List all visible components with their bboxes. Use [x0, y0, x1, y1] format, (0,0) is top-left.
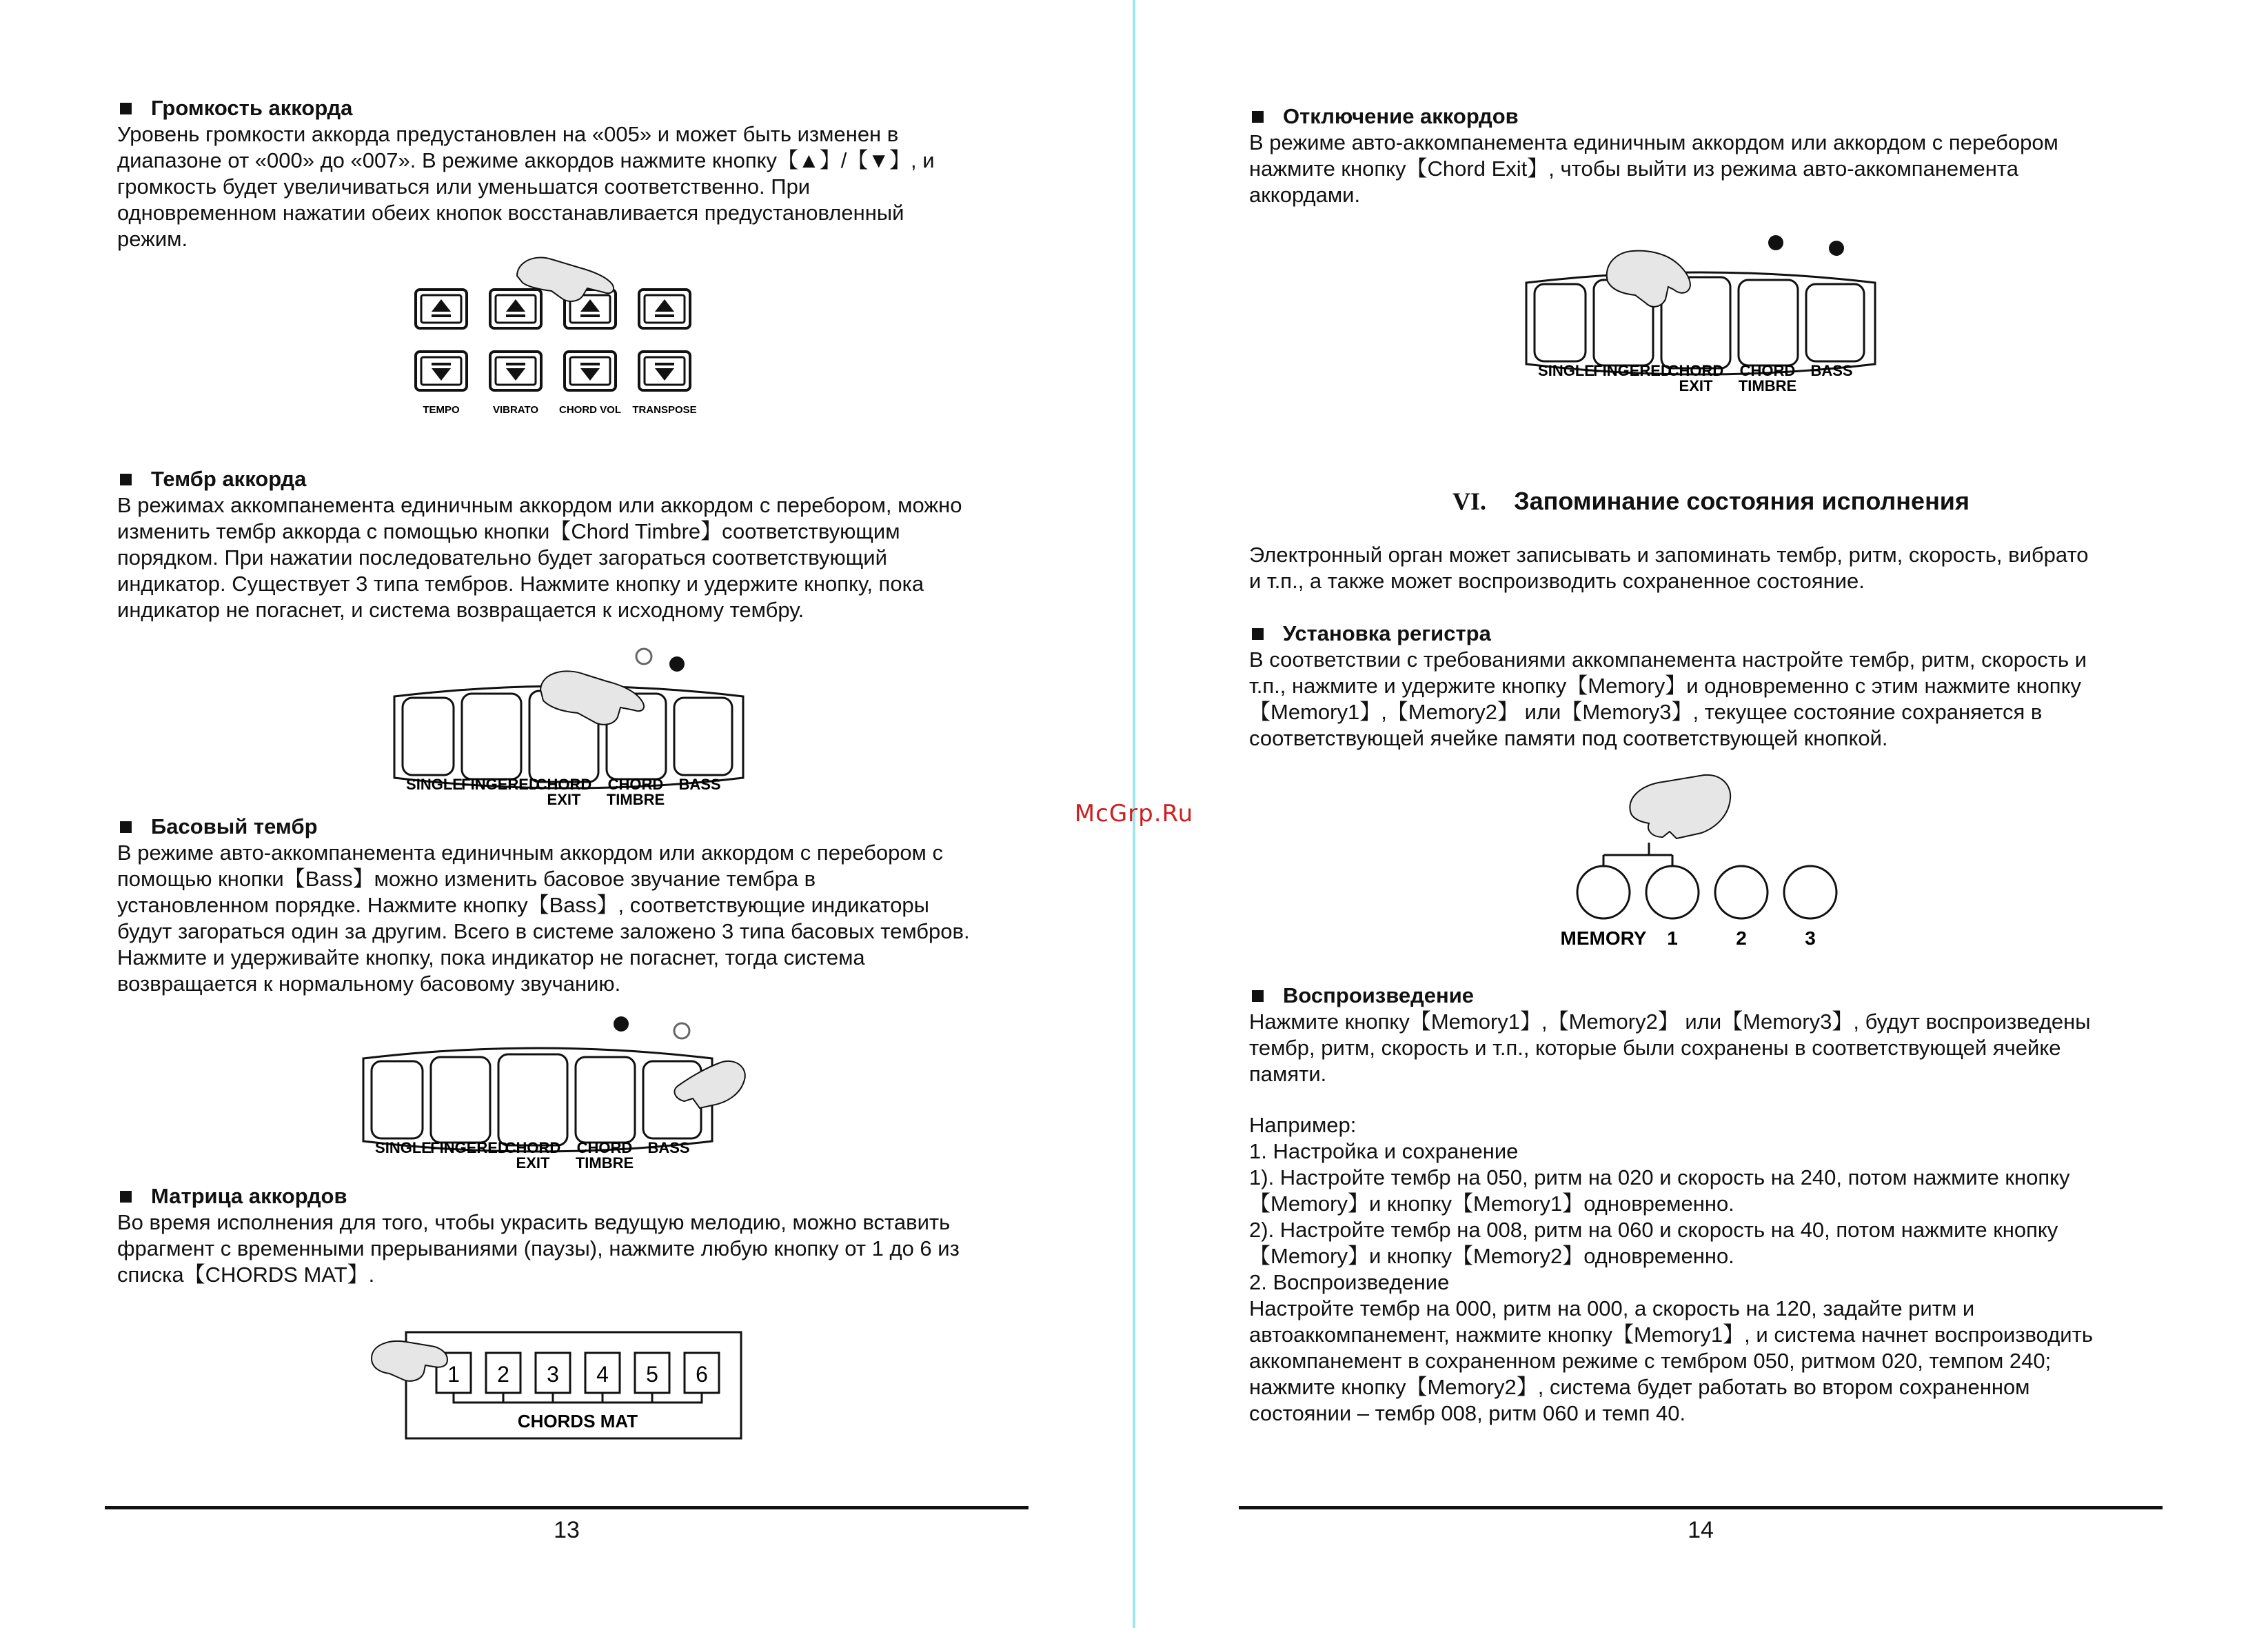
fingered-label: FINGERED [1593, 362, 1672, 379]
chord-matrix-text: Во время исполнения для того, чтобы украсить ведущую мелодию, можно вставить фрагмент с временными прерываниями (паузы), нажмите любую кнопку от 1 до 6 из списка【CHORDS MAT】. [117, 1210, 960, 1287]
memory-diagram [1539, 765, 1856, 955]
chord-volume-heading: Громкость аккорда [151, 96, 353, 120]
indicator-on-icon [614, 1016, 629, 1032]
playback-text: Нажмите кнопку【Memory1】,【Memory2】 или【Memory3】, будут воспроизведены тембр, ритм, скорость и т.п., которые были сохранены в соответствующей ячейке памяти. [1249, 1009, 2091, 1086]
bass-timbre-text: В режиме авто-аккомпанемента единичным аккордом или аккордом с перебором с помощью кнопки【Bass】можно изменить басовое звучание тембра в установленном порядке. Нажмите кнопку【Bass】, соответствующие индикаторы будут загораться один за другим. Всего в системе заложено 3 типа басовых тембров. Нажмите и удерживайте кнопку, пока индикатор не погаснет, тогда система возвращается к нормальному басовому звучанию. [117, 841, 970, 996]
chords-mat-button-2: 2 [497, 1362, 509, 1387]
memory-3-label: 3 [1805, 927, 1816, 949]
memory-1-label: 1 [1667, 927, 1678, 949]
chord-off-text: В режиме авто-аккомпанемента единичным аккордом или аккордом с перебором нажмите кнопку【Chord Exit】, чтобы выйти из режима авто-аккомпанемента аккордами. [1249, 130, 2058, 207]
chord-exit-label-top: CHORD [536, 776, 592, 793]
indicator-on-icon [1829, 241, 1844, 256]
chord-exit-label-top: CHORD [1668, 362, 1724, 379]
pointing-hand-icon [1607, 251, 1690, 307]
transpose-label: TRANSPOSE [632, 404, 697, 416]
memory-2-label: 2 [1736, 927, 1747, 949]
chord-volume-diagram [414, 255, 717, 421]
chapter-title-text: Запоминание состояния исполнения [1514, 487, 1970, 515]
example-text: Например: 1. Настройка и сохранение 1). Настройте тембр на 050, ритм на 020 и скорость на 240, потом нажмите кнопку 【Memory】и кнопку【Memory1】одновременно. 2). Настройте тембр на 008, ритм на 060 и скорость на 40, потом нажмите кнопку 【Memory】и кнопку【Memory2】одновременно. 2. Воспроизведение Настройте тембр на 000, ритм на 000, а скорость на 120, задайте ритм и автоаккомпанемент, нажмите кнопку【Memory1】, и система начнет воспроизводить аккомпанемент в сохраненном режиме с тембром 050, ритмом 020, темпом 240; нажмите кнопку【Memory2】, система будет работать во втором сохраненном состоянии – тембр 008, ритм 060 и темп 40. [1249, 1113, 2093, 1425]
section-heading [1249, 983, 2173, 1009]
section-heading [117, 1183, 1034, 1209]
chord-timbre-label-bottom: TIMBRE [575, 1154, 634, 1172]
chord-volume-section [117, 95, 1034, 252]
memory-label: MEMORY [1560, 927, 1647, 949]
bullet-square-icon [1252, 111, 1264, 123]
chords-mat-button-6: 6 [696, 1362, 708, 1387]
single-label: SINGLE [1538, 362, 1594, 379]
chord-matrix-section [117, 1183, 1034, 1288]
chord-exit-label-top: CHORD [505, 1139, 561, 1156]
chord-timbre-label-top: CHORD [576, 1139, 633, 1156]
chord-vol-label: CHORD VOL [559, 404, 621, 416]
right-page [1135, 0, 2268, 1628]
bullet-square-icon [120, 474, 132, 485]
bass-timbre-heading: Басовый тембр [151, 814, 318, 838]
vibrato-label: VIBRATO [492, 404, 539, 416]
section-heading [117, 466, 1034, 492]
chords-mat-button-3: 3 [547, 1362, 559, 1387]
chord-timbre-heading: Тембр аккорда [151, 467, 307, 491]
bullet-square-icon [1252, 628, 1264, 640]
chords-mat-button-1: 1 [447, 1362, 460, 1387]
chord-timbre-label-top: CHORD [607, 776, 664, 793]
indicator-on-icon [669, 656, 685, 672]
playback-section [1249, 983, 2173, 1087]
register-section [1249, 621, 2173, 752]
single-label: SINGLE [406, 776, 463, 793]
chord-exit-label-bottom: EXIT [547, 791, 581, 808]
left-page [0, 0, 1133, 1628]
chord-off-heading: Отключение аккордов [1283, 104, 1519, 128]
bass-label: BASS [1810, 362, 1853, 379]
chord-timbre-label-top: CHORD [1739, 362, 1796, 379]
tempo-label: TEMPO [423, 404, 460, 416]
bullet-square-icon [1252, 990, 1264, 1002]
pointing-hand-icon [674, 1061, 745, 1108]
section-heading [1249, 103, 2173, 130]
chord-volume-text: Уровень громкости аккорда предустановлен на «005» и может быть изменен в диапазоне от «000» до «007». В режиме аккордов нажмите кнопку【▲】/【▼】, и громкость будет увеличиваться или уменьшатся соответственно. При одновременном нажатии обеих кнопок восстанавливается предустановленный режим. [117, 122, 935, 251]
intro-text: Электронный орган может записывать и запоминать тембр, ритм, скорость, вибрато и т.п., а также может воспроизводить сохраненное состояние. [1249, 543, 2089, 593]
page-number: 14 [1688, 1517, 1714, 1543]
watermark: McGrp.Ru [1074, 800, 1194, 827]
chords-mat-diagram [369, 1324, 769, 1445]
register-text: В соответствии с требованиями аккомпанемента настройте тембр, ритм, скорость и т.п., нажмите и удержите кнопку【Memory】и одновременно с этим нажмите кнопку 【Memory1】,【Memory2】 или【Memory3】, текущее состояние сохраняется в соответствующей ячейке памяти под соответствующей кнопкой. [1249, 647, 2087, 750]
chord-timbre-diagram [386, 641, 751, 810]
section-heading [117, 814, 1034, 840]
chord-exit-diagram [1518, 228, 1883, 396]
fingered-label: FINGERED [430, 1139, 509, 1156]
register-heading: Установка регистра [1283, 621, 1491, 645]
bass-timbre-diagram [355, 1010, 769, 1179]
bass-label: BASS [678, 776, 721, 793]
chord-timbre-label-bottom: TIMBRE [606, 791, 665, 808]
fingered-label: FINGERED [461, 776, 540, 793]
bass-timbre-section [117, 814, 1034, 997]
indicator-on-icon [1768, 235, 1783, 250]
chord-timbre-label-bottom: TIMBRE [1738, 377, 1797, 394]
single-label: SINGLE [375, 1139, 432, 1156]
chords-mat-label: CHORDS MAT [517, 1411, 638, 1431]
section-heading [117, 95, 1034, 121]
bullet-square-icon [120, 103, 132, 114]
chord-exit-label-bottom: EXIT [1679, 377, 1713, 394]
bullet-square-icon [120, 821, 132, 833]
chapter-title [1249, 487, 2173, 516]
pointing-hand-icon [1630, 775, 1730, 838]
indicator-off-icon [674, 1023, 689, 1038]
chord-timbre-section [117, 466, 1034, 623]
indicator-off-icon [636, 649, 651, 664]
chord-timbre-text: В режимах аккомпанемента единичным аккордом или аккордом с перебором, можно изменить тембр аккорда с помощью кнопки【Chord Timbre】соответствующим порядком. При нажатии последовательно будет загораться соответствующий индикатор. Существует 3 типа тембров. Нажмите кнопку и удержите кнопку, пока индикатор не погаснет, и система возвращается к исходному тембру. [117, 493, 962, 622]
chords-mat-button-5: 5 [646, 1362, 658, 1387]
bass-label: BASS [647, 1139, 690, 1156]
section-heading [1249, 621, 2173, 647]
playback-heading: Воспроизведение [1283, 983, 1475, 1007]
chapter-number: VI. [1452, 488, 1487, 515]
footer-rule [1239, 1506, 2163, 1509]
pointing-hand-icon [540, 671, 644, 724]
chord-exit-label-bottom: EXIT [516, 1154, 550, 1172]
bullet-square-icon [120, 1191, 132, 1203]
page-number: 13 [554, 1517, 580, 1543]
footer-rule [105, 1506, 1029, 1509]
chord-matrix-heading: Матрица аккордов [151, 1184, 347, 1208]
chords-mat-button-4: 4 [596, 1362, 609, 1387]
chord-off-section [1249, 103, 2173, 208]
